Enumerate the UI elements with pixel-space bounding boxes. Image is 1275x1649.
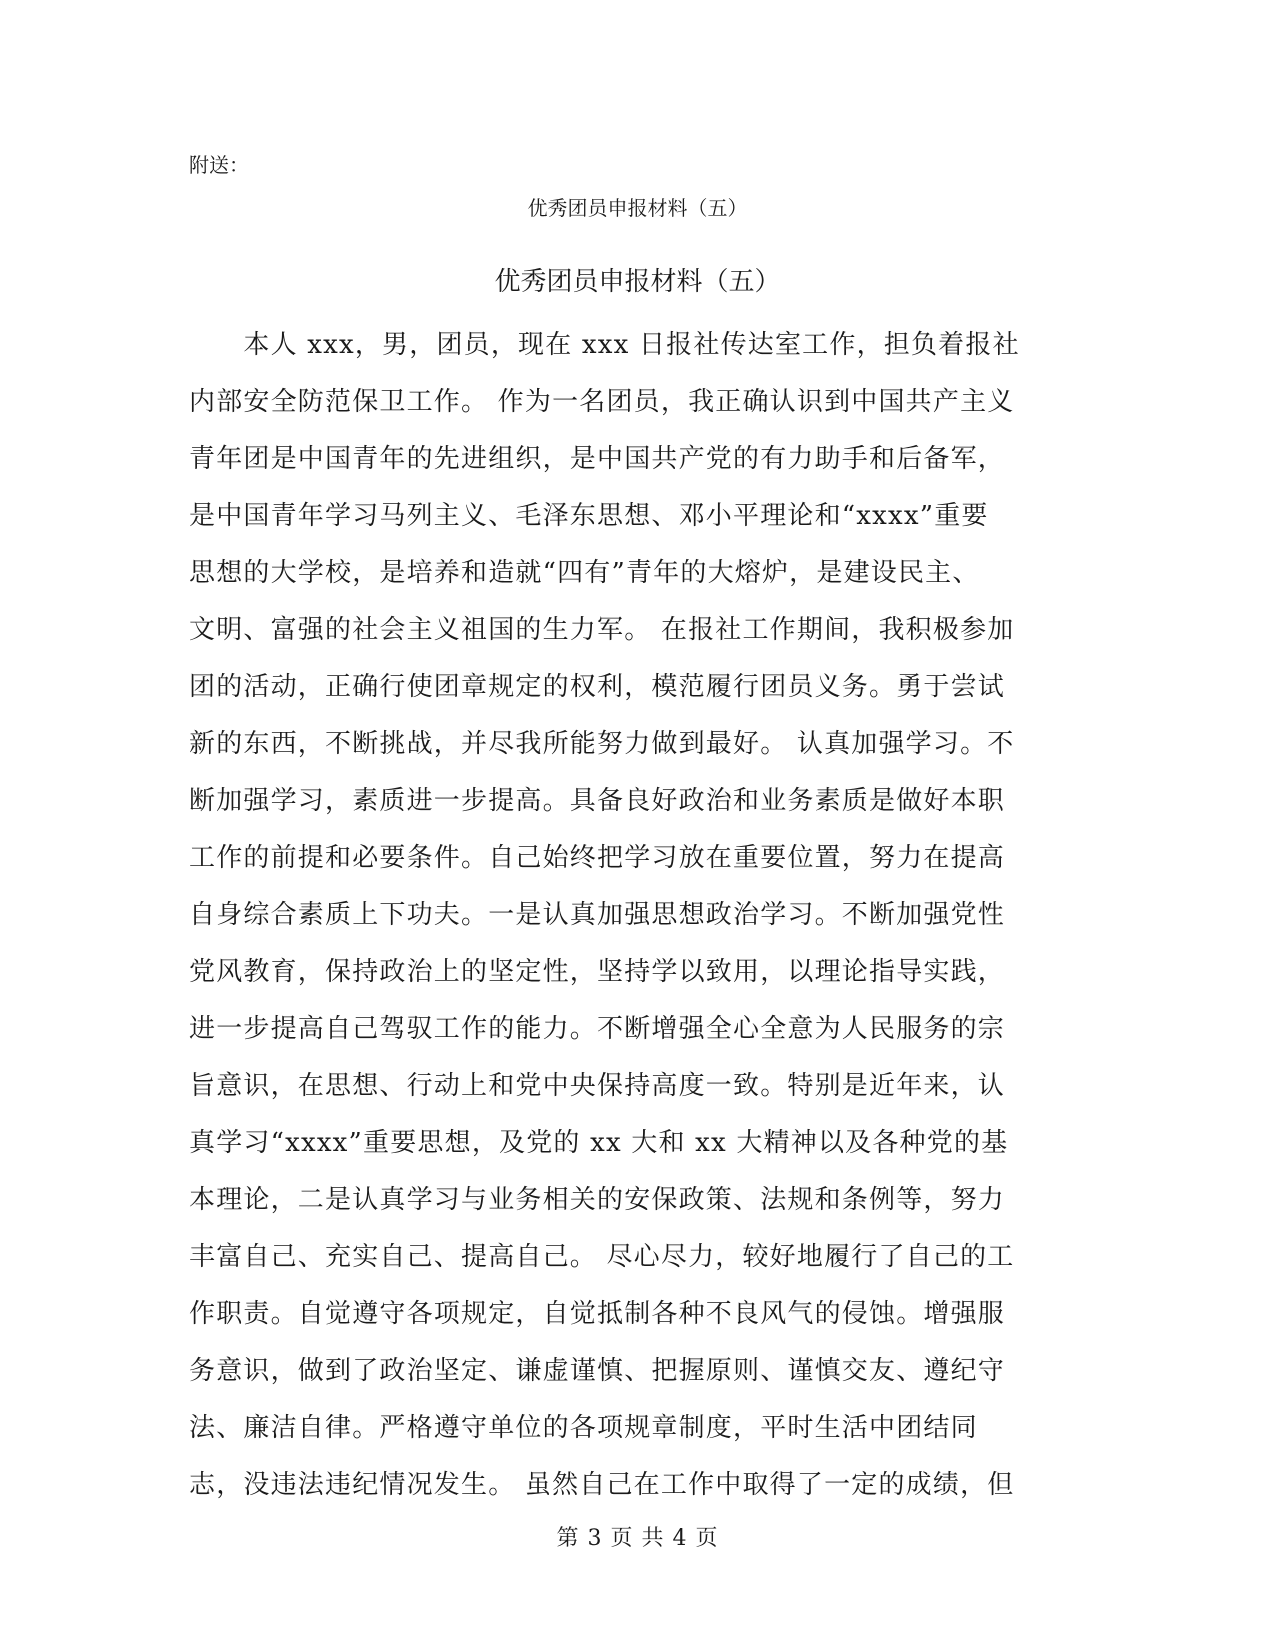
body-line: 内部安全防范保卫工作。 作为一名团员，我正确认识到中国共产主义 (189, 387, 1015, 417)
body-line: 进一步提高自己驾驭工作的能力。不断增强全心全意为人民服务的宗 (189, 1014, 1006, 1044)
body-line: 自身综合素质上下功夫。一是认真加强思想政治学习。不断加强党性 (189, 900, 1006, 930)
body-line: 青年团是中国青年的先进组织，是中国共产党的有力助手和后备军， (189, 444, 1006, 474)
body-line: 旨意识，在思想、行动上和党中央保持高度一致。特别是近年来，认 (189, 1071, 1006, 1101)
body-line: 务意识，做到了政治坚定、谦虚谨慎、把握原则、谨慎交友、遵纪守 (189, 1356, 1006, 1386)
page-title: 优秀团员申报材料（五） (494, 267, 781, 297)
body-text (189, 317, 1089, 1514)
body-line: 断加强学习，素质进一步提高。具备良好政治和业务素质是做好本职 (189, 786, 1006, 816)
body-line: 是中国青年学习马列主义、毛泽东思想、邓小平理论和“xxxx”重要 (189, 501, 989, 531)
header-title: 优秀团员申报材料（五） (527, 196, 748, 220)
body-line: 文明、富强的社会主义祖国的生力军。 在报社工作期间，我积极参加 (189, 615, 1015, 645)
body-line: 新的东西，不断挑战，并尽我所能努力做到最好。 认真加强学习。不 (189, 729, 1015, 759)
body-line: 本人 xxx，男，团员，现在 xxx 日报社传达室工作，担负着报社 (189, 330, 1020, 360)
prefix-label: 附送： (189, 153, 249, 177)
body-line: 志，没违法违纪情况发生。 虽然自己在工作中取得了一定的成绩，但 (189, 1470, 1015, 1500)
body-line: 思想的大学校，是培养和造就“四有”青年的大熔炉，是建设民主、 (189, 558, 980, 588)
body-line: 党风教育，保持政治上的坚定性，坚持学以致用，以理论指导实践， (189, 957, 1006, 987)
body-line: 作职责。自觉遵守各项规定，自觉抵制各种不良风气的侵蚀。增强服 (189, 1299, 1006, 1329)
body-line: 真学习“xxxx”重要思想，及党的 xx 大和 xx 大精神以及各种党的基 (189, 1128, 1009, 1158)
body-line: 本理论，二是认真学习与业务相关的安保政策、法规和条例等，努力 (189, 1185, 1006, 1215)
page-number-footer: 第 3 页 共 4 页 (556, 1526, 719, 1551)
body-line: 工作的前提和必要条件。自己始终把学习放在重要位置，努力在提高 (189, 843, 1006, 873)
body-line: 法、廉洁自律。严格遵守单位的各项规章制度，平时生活中团结同 (189, 1413, 978, 1443)
body-line: 团的活动，正确行使团章规定的权利，模范履行团员义务。勇于尝试 (189, 672, 1006, 702)
body-line: 丰富自己、充实自己、提高自己。 尽心尽力，较好地履行了自己的工 (189, 1242, 1015, 1272)
